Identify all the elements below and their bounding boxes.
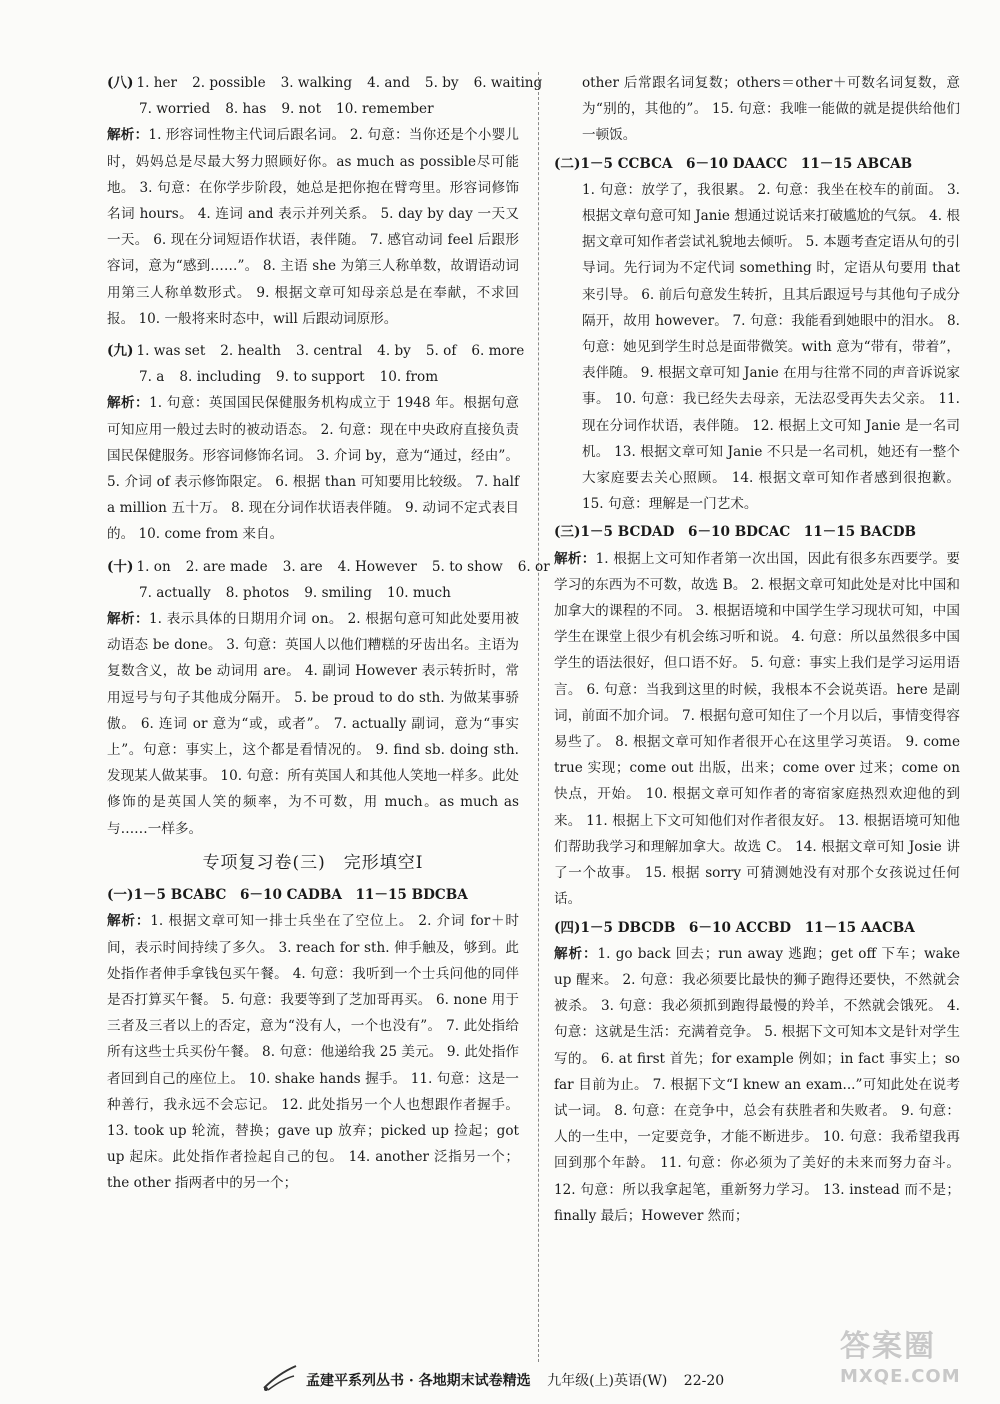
answer-item: 8. photos bbox=[225, 584, 290, 601]
watermark-bottom: MXQE.COM bbox=[840, 1366, 961, 1387]
explanation-10 bbox=[107, 606, 519, 842]
answer-item: 6. or bbox=[517, 558, 550, 575]
answer-item: 3. central bbox=[296, 343, 363, 360]
answer-item: 3. walking bbox=[280, 75, 353, 91]
book-series: 孟建平系列丛书 · 各地期末试卷精选 bbox=[306, 1373, 531, 1389]
answer-item: 2. are made bbox=[185, 558, 268, 575]
answer-item: 10. from bbox=[379, 369, 439, 386]
right-column bbox=[554, 70, 960, 1229]
explanation-label: 解析： bbox=[554, 945, 598, 962]
section-label: (四) bbox=[554, 919, 581, 936]
answer-item: 10. much bbox=[386, 584, 451, 601]
answer-key: 1－5 BCABC 6－10 CADBA 11－15 BDCBA bbox=[133, 887, 468, 904]
explanation-cloze-3 bbox=[554, 546, 960, 913]
section-label: (一) bbox=[107, 887, 134, 904]
answers-10 bbox=[107, 554, 550, 606]
explanation-cloze-2 bbox=[554, 177, 960, 518]
watermark-top: 答案圈 bbox=[840, 1329, 936, 1364]
answers-cloze-2 bbox=[554, 151, 960, 177]
explanation-cloze-1 bbox=[107, 908, 519, 1196]
answer-item: 5. by bbox=[424, 75, 459, 91]
answer-item: 4. by bbox=[377, 343, 411, 360]
explanation-text: 1. 形容词性物主代词后跟名词。 2. 句意：当你还是个小婴儿时，妈妈总是尽最大努力照顾好你。as much as possible尽可能地。 3. 句意：在你学步阶段，她总是把你抱在臂弯里。形容词修饰名词 hours。 4. 连词 and 表示并列关系。 5. day by day 一天又一天。 6. 现在分词短语作状语，表伴随。 7. 感官动词 feel 后跟形容词，意为“感到……”。 8. 主语 she 为第三人称单数，故谓语动词用第三人称单数形式。 9. 根据文章可知母亲总是在奉献，不求回报。 10. 一般将来时态中，will 后跟动词原形。 bbox=[107, 127, 520, 327]
page-number: 22-20 bbox=[683, 1373, 725, 1389]
answer-item: 5. of bbox=[425, 343, 457, 360]
explanation-text: 1. 句意：放学了，我很累。 2. 句意：我坐在校车的前面。 3. 根据文章句意可知 Janie 想通过说话来打破尴尬的气氛。 4. 根据文章可知作者尝试礼貌地去倾听。 5. 本题考查定语从句的引导词。先行词为不定代词 something 时，定语从句要用 that 来引导。 6. 前后句意发生转折，且其后跟逗号与其他句子成分隔开，故用 however。 7. 句意：我能看到她眼中的泪水。 8. 句意：她见到学生时总是面带微笑。with 意为“带有，带着”，表伴随。 9. 根据文章可知 Janie 在用与往常不同的声音诉说家事。 10. 句意：我已经失去母亲，无法忍受再失去父亲。 11. 现在分词作状语，表伴随。 12. 根据上文可知 Janie 是一名司机。 13. 根据文章可知 Janie 不只是一名司机，她还有一整个大家庭要去关心照顾。 14. 根据文章可知作者感到很抱歉。 15. 句意：理解是一门艺术。 bbox=[582, 181, 960, 513]
answer-item: 3. are bbox=[282, 558, 323, 575]
answer-item: 9. to support bbox=[276, 369, 365, 386]
left-column bbox=[107, 70, 550, 1197]
explanation-text: 1. 根据上文可知作者第一次出国，因此有很多东西要学。要学习的东西为不可数，故选 B。 2. 根据文章可知此处是对比中国和加拿大的课程的不同。 3. 根据语境和中国学生学习现状可知，中国学生在课堂上很少有机会练习听和说。 4. 句意：所以虽然很多中国学生的语法很好，但口语不好。 5. 句意：事实上我们是学习运用语言。 6. 句意：当我到这里的时候，我根本不会说英语。here 是副词，前面不加介词。 7. 根据句意可知住了一个月以后，事情变得容易些了。 8. 根据文章可知作者很开心在这里学习英语。 9. come true 实现；come out 出版，出来；come over 过来；come on 快点，开始。 10. 根据文章可知作者的寄宿家庭热烈欢迎他的到来。 11. 根据上下文可知他们对作者很友好。 13. 根据语境可知他们帮助我学习和理解加拿大。故选 C。 14. 根据文章可知 Josie 讲了一个故事。 15. 根据 sorry 可猜测她没有对那个女孩说过任何话。 bbox=[554, 550, 961, 908]
answer-item: 5. to show bbox=[431, 558, 503, 575]
answers-8 bbox=[107, 70, 543, 122]
explanation-label: 解析： bbox=[107, 127, 149, 144]
section-label: (九) bbox=[107, 343, 134, 360]
answer-key: 1－5 CCBCA 6－10 DAACC 11－15 ABCAB bbox=[580, 155, 913, 172]
explanation-cloze-4 bbox=[554, 941, 960, 1229]
section-label: (三) bbox=[554, 524, 581, 541]
answer-item: 6. waiting bbox=[473, 75, 543, 91]
section-label: (十) bbox=[107, 558, 134, 575]
watermark bbox=[840, 1330, 990, 1400]
answer-item: 1. her bbox=[136, 75, 178, 91]
answer-item: 7. worried bbox=[139, 101, 211, 118]
answer-key: 1－5 BCDAD 6－10 BDCAC 11－15 BACDB bbox=[580, 524, 917, 541]
grade-subject: 九年级(上)英语(W) bbox=[547, 1373, 668, 1389]
explanation-label: 解析： bbox=[107, 611, 150, 628]
answer-item: 2. possible bbox=[192, 75, 266, 91]
section-label: (八) bbox=[107, 75, 134, 91]
answer-item: 9. not bbox=[281, 101, 322, 118]
answer-key: 1－5 DBCDB 6－10 ACCBD 11－15 AACBA bbox=[580, 919, 915, 936]
explanation-continued bbox=[554, 70, 960, 149]
explanation-text: 1. 表示具体的日期用介词 on。 2. 根据句意可知此处要用被动语态 be done。 3. 句意：英国人以他们糟糕的牙齿出名。主语为复数含义，故 be 动词用 are。 4. 副词 However 表示转折时，常用逗号与句子其他成分隔开。 5. be proud to do sth. 为做某事骄傲。 6. 连词 or 意为“或，或者”。 7. actually 副词，意为“事实上”。句意：事实上，这个都是看情况的。 9. find sb. doing sth. 发现某人做某事。 10. 句意：所有英国人和其他人笑地一样多。此处修饰的是英国人笑的频率，为不可数，用 much。as much as 与……一样多。 bbox=[107, 611, 519, 837]
answer-item: 4. and bbox=[367, 75, 410, 91]
answers-cloze-3 bbox=[554, 519, 960, 545]
answer-item: 1. was set bbox=[136, 343, 206, 360]
explanation-label: 解析： bbox=[107, 913, 151, 930]
column-divider bbox=[538, 72, 539, 1362]
answer-item: 6. more bbox=[471, 343, 525, 360]
explanation-text: 1. 根据文章可知一排士兵坐在了空位上。 2. 介词 for＋时间，表示时间持续了多久。 3. reach for sth. 伸手触及，够到。此处指作者伸手拿钱包买午餐。 4. 句意：我听到一个士兵问他的同伴是否打算买午餐。 5. 句意：我要等到了芝加哥再买。 6. none 用于三者及三者以上的否定，意为“没有人，一个也没有”。 7. 此处指给所有这些士兵买份午餐。 8. 句意：他递给我 25 美元。 9. 此处指作者回到自己的座位上。 10. shake hands 握手。 11. 句意：这是一种善行，我永远不会忘记。 12. 此处指另一个人也想跟作者握手。 13. took up 轮流，替换；gave up 放弃；picked up 捡起；got up 起床。此处指作者捡起自己的包。 14. another 泛指另一个；the other 指两者中的另一个； bbox=[107, 913, 520, 1192]
explanation-8 bbox=[107, 122, 519, 332]
explanation-text: other 后常跟名词复数；others＝other＋可数名词复数，意为“别的，其他的”。 15. 句意：我唯一能做的就是提供给他们一顿饭。 bbox=[582, 75, 960, 144]
answers-cloze-1 bbox=[107, 882, 519, 908]
answer-item: 2. health bbox=[220, 343, 282, 360]
answers-9 bbox=[107, 338, 525, 390]
explanation-label: 解析： bbox=[554, 550, 596, 567]
explanation-9 bbox=[107, 390, 519, 547]
answer-item: 7. actually bbox=[139, 584, 211, 601]
answer-item: 9. smiling bbox=[304, 584, 372, 601]
answer-item: 8. has bbox=[225, 101, 267, 118]
answer-item: 7. a bbox=[139, 369, 165, 386]
section-label: (二) bbox=[554, 155, 581, 172]
answer-item: 8. including bbox=[179, 369, 262, 386]
explanation-text: 1. 句意：英国国民保健服务机构成立于 1948 年。根据句意可知应用一般过去时的被动语态。 2. 句意：现在中央政府直接负责国民保健服务。形容词修饰名词。 3. 介词 by，意为“通过，经由”。 5. 介词 of 表示修饰限定。 6. 根据 than 可知要用比较级。 7. half a million 五十万。 8. 现在分词作状语表伴随。 9. 动词不定式表目的。 10. come from 来自。 bbox=[107, 395, 520, 543]
answer-item: 4. However bbox=[337, 558, 417, 575]
explanation-label: 解析： bbox=[107, 395, 150, 412]
answer-item: 1. on bbox=[136, 558, 171, 575]
section-title: 专项复习卷(三) 完形填空Ⅰ bbox=[202, 852, 424, 873]
explanation-text: 1. go back 回去；run away 逃跑；get off 下车；wake up 醒来。 2. 句意：我必须要比最快的狮子跑得还要快，不然就会被杀。 3. 句意：我必须抓到跑得最慢的羚羊，不然就会饿死。 4. 句意：这就是生活：充满着竞争。 5. 根据下文可知本文是针对学生写的。 6. at first 首先；for example 例如；in fact 事实上；so far 目前为止。 7. 根据下文“I knew an exam...”可知此处在说考试一词。 8. 句意：在竞争中，总会有获胜者和失败者。 9. 句意：人的一生中，一定要竞争，才能不断进步。 10. 句意：我希望我再回到那个年龄。 11. 句意：你必须为了美好的未来而努力奋斗。 12. 句意：所以我拿起笔，重新努力学习。 13. instead 而不是；finally 最后；However 然而； bbox=[554, 945, 960, 1224]
answers-cloze-4 bbox=[554, 915, 960, 941]
answer-item: 10. remember bbox=[336, 101, 434, 118]
